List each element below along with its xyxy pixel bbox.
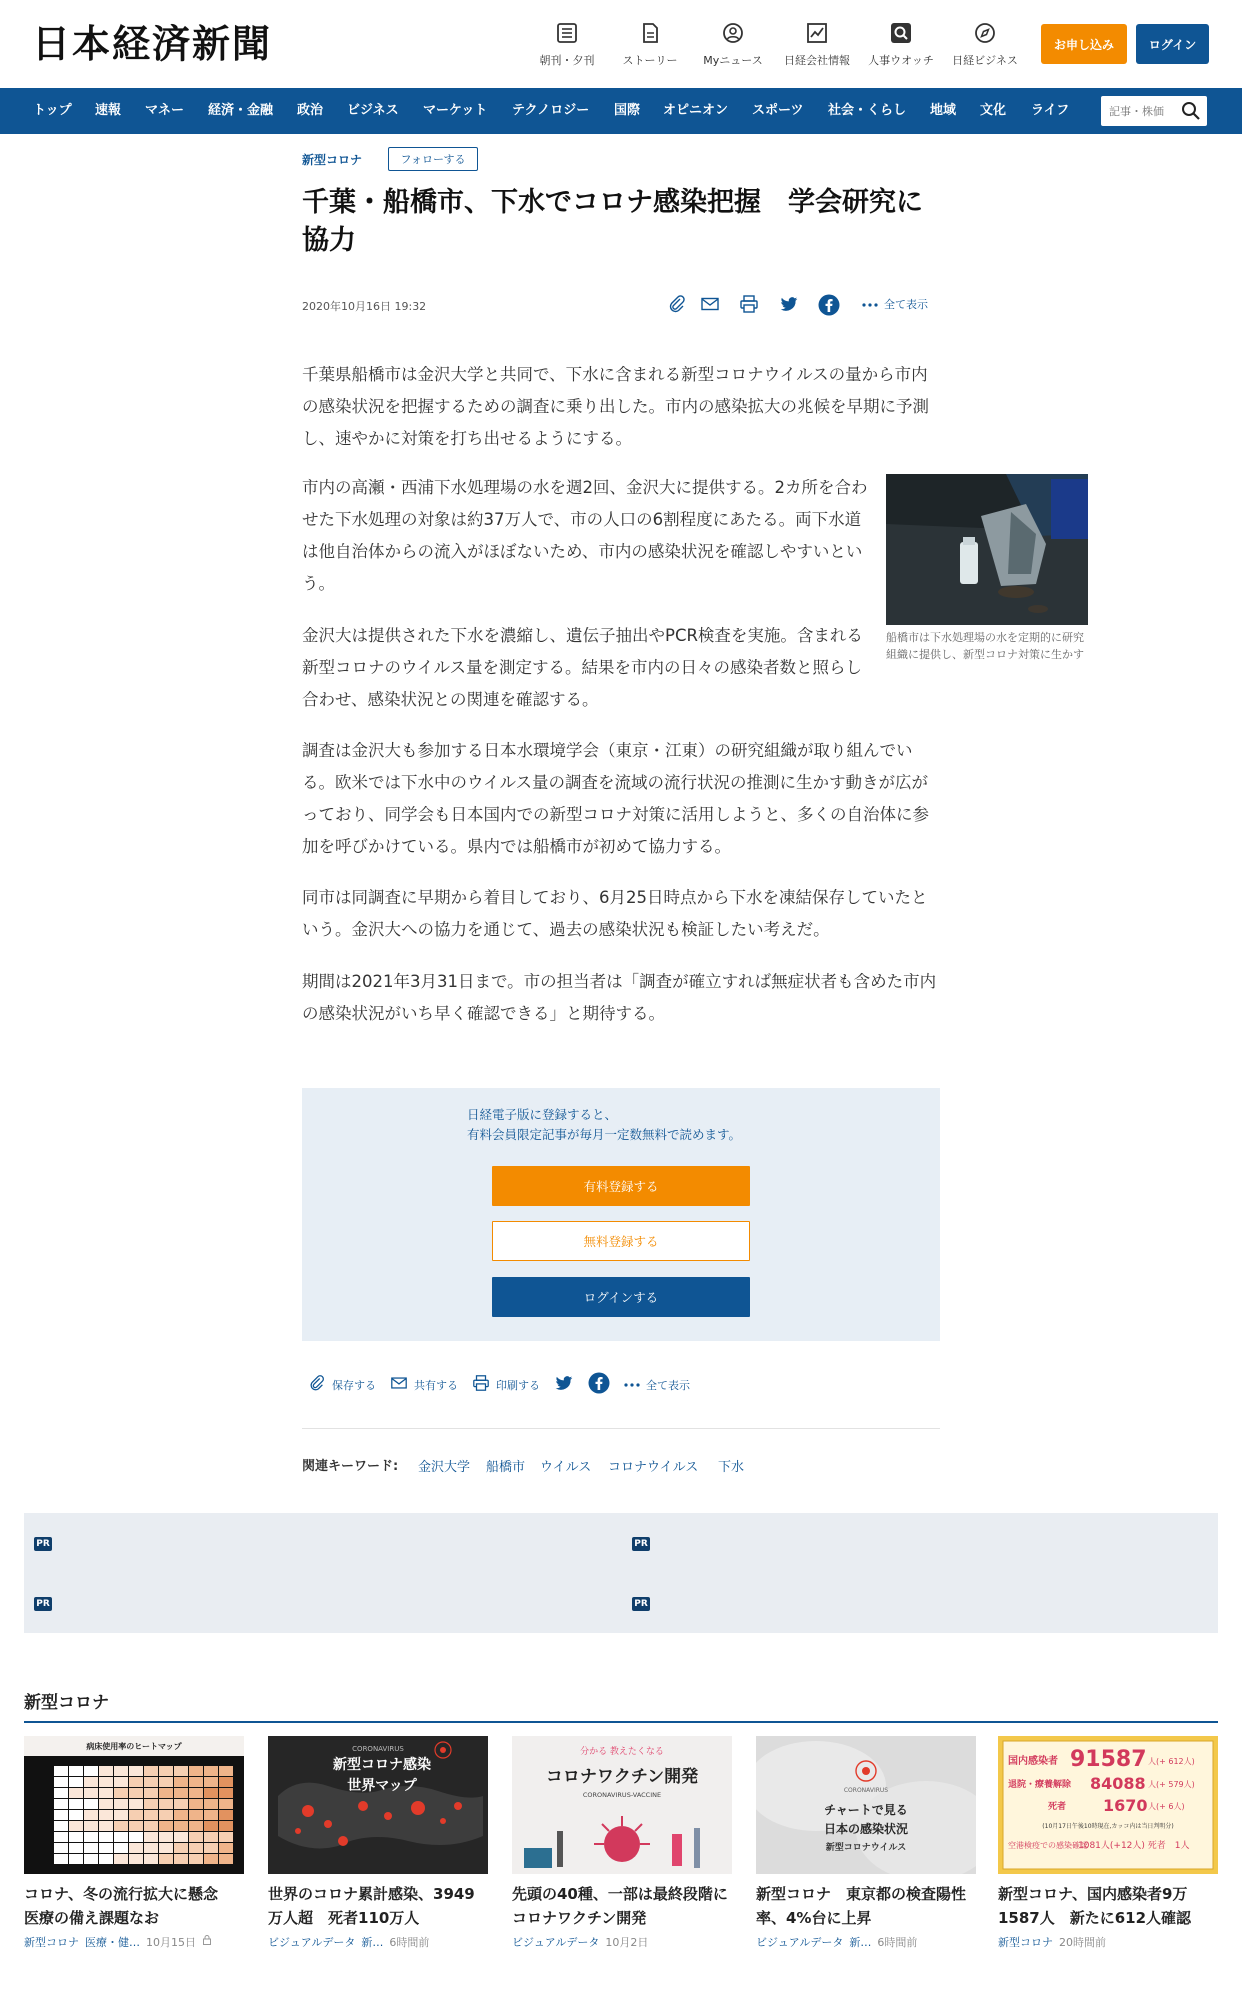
heatmap-cell (189, 1843, 203, 1853)
card-meta (268, 1934, 488, 1950)
divider (302, 1428, 940, 1429)
stat-delta: 人(+ 579人) (1148, 1780, 1195, 1789)
thumb-title: 日本の感染状況 (823, 1822, 909, 1836)
login-button[interactable]: ログインする (492, 1277, 750, 1317)
heatmap-cell (174, 1832, 188, 1842)
keywords-label: 関連キーワード: (302, 1459, 399, 1474)
card-title[interactable]: 新型コロナ、国内感染者9万1587人 新たに612人確認 (998, 1885, 1192, 1927)
category-market[interactable]: マーケット (423, 103, 488, 118)
heatmap-cell (219, 1843, 233, 1853)
mail-icon[interactable] (700, 294, 720, 318)
pr-area (24, 1513, 1218, 1633)
heatmap-cell (99, 1843, 113, 1853)
login-button[interactable]: ログイン (1136, 24, 1209, 64)
section-title: 新型コロナ (24, 1693, 109, 1713)
keyword-link[interactable]: コロナウイルス (608, 1460, 699, 1475)
print-icon (472, 1374, 490, 1395)
heatmap-cell (189, 1777, 203, 1787)
heatmap-cell (129, 1854, 143, 1864)
article-paragraph: 期間は2021年3月31日まで。市の担当者は「調査が確立すれば無症状者も含めた市内の感染状況がいち早く確認できる」と期待する。 (302, 972, 937, 1023)
heatmap-cell (159, 1821, 173, 1831)
photo-caption: 船橋市は下水処理場の水を定期的に研究組織に提供し、新型コロナ対策に生かす (886, 631, 1084, 661)
print-icon[interactable] (739, 294, 759, 318)
thumb-title: 病床使用率のヒートマップ (86, 1742, 182, 1751)
category-top[interactable]: トップ (33, 103, 72, 118)
nav-label: 朝刊・夕刊 (539, 54, 595, 67)
heatmap-cell (54, 1854, 68, 1864)
heatmap-cell (114, 1788, 128, 1798)
category-money[interactable]: マネー (145, 103, 185, 118)
thumb-title: チャートで見る (824, 1803, 908, 1817)
heatmap-cell (144, 1854, 158, 1864)
heatmap-cell (129, 1799, 143, 1809)
article-paragraph: 千葉県船橋市は金沢大学と共同で、下水に含まれる新型コロナウイルスの量から市内の感染状況を把握するための調査に乗り出した。市内の感染拡大の兆候を早期に予測し、速やかに対策を打ち出せるようにする。 (302, 365, 929, 448)
share-label: 共有する (414, 1378, 458, 1392)
heatmap-cell (204, 1843, 218, 1853)
clip-icon (308, 1374, 326, 1395)
heatmap-cell (219, 1788, 233, 1798)
heatmap-cell (189, 1766, 203, 1776)
category-technology[interactable]: テクノロジー (512, 103, 590, 118)
heatmap-cell (114, 1843, 128, 1853)
heatmap-cell (129, 1810, 143, 1820)
heatmap-cell (69, 1799, 83, 1809)
thumb-title: 新型コロナ感染 (333, 1757, 431, 1773)
keyword-link[interactable]: 下水 (718, 1460, 745, 1475)
heatmap-cell (54, 1821, 68, 1831)
share-bar (308, 1372, 704, 1397)
keyword-link[interactable]: 船橋市 (486, 1460, 526, 1475)
heatmap-cell (219, 1799, 233, 1809)
heatmap-cell (84, 1777, 98, 1787)
heatmap-cell (54, 1832, 68, 1842)
heatmap-cell (189, 1799, 203, 1809)
heatmap-cell (159, 1766, 173, 1776)
heatmap-cell (159, 1854, 173, 1864)
keyword-link[interactable]: 金沢大学 (418, 1460, 471, 1475)
heatmap-cell (189, 1788, 203, 1798)
card-thumbnail[interactable] (268, 1736, 488, 1874)
category-sports[interactable]: スポーツ (752, 103, 804, 118)
show-all-share[interactable] (862, 296, 928, 312)
pr-badge[interactable]: PR (34, 1537, 52, 1551)
pr-badge[interactable]: PR (632, 1537, 650, 1551)
heatmap-cell (114, 1810, 128, 1820)
heatmap-cell (84, 1788, 98, 1798)
heatmap-cell (159, 1832, 173, 1842)
article-photo[interactable] (886, 474, 1088, 625)
heatmap-cell (189, 1810, 203, 1820)
compass-icon (972, 20, 998, 46)
card-title[interactable]: 先頭の40種、一部は最終段階に コロナワクチン開発 (512, 1885, 743, 1927)
stat-value: 91587 (1070, 1747, 1147, 1772)
stat-value: 1081人(+12人) 死者 1人 (1078, 1841, 1190, 1851)
subscribe-button[interactable]: お申し込み (1041, 24, 1127, 64)
category-business[interactable]: ビジネス (347, 103, 399, 118)
heatmap-cell (144, 1766, 158, 1776)
stat-delta: 人(+ 612人) (1148, 1757, 1195, 1766)
heatmap-cell (189, 1821, 203, 1831)
card-meta (756, 1934, 976, 1950)
article-card[interactable] (24, 1736, 244, 1950)
heatmap-cell (174, 1810, 188, 1820)
heatmap-cell (114, 1854, 128, 1864)
heatmap-cell (84, 1854, 98, 1864)
site-logo[interactable]: 日本経済新聞 (32, 21, 273, 66)
heatmap-cell (69, 1821, 83, 1831)
facebook-icon[interactable] (818, 294, 840, 320)
print-label: 印刷する (496, 1378, 540, 1392)
heatmap-cell (69, 1854, 83, 1864)
card-time: 20時間前 (1059, 1936, 1106, 1949)
nav-label: 人事ウオッチ (868, 54, 934, 67)
thumb-title: コロナワクチン開発 (545, 1767, 699, 1787)
heatmap-cell (174, 1766, 188, 1776)
nav-label: 日経ビジネス (952, 54, 1018, 67)
card-time: 10月2日 (605, 1936, 649, 1949)
registration-message-line: 日経電子版に登録すると、 (467, 1107, 618, 1122)
card-meta (512, 1934, 732, 1950)
heatmap-cell (204, 1777, 218, 1787)
heatmap-cell (129, 1832, 143, 1842)
nav-my-news[interactable] (690, 20, 776, 68)
heatmap-cell (219, 1832, 233, 1842)
stat-value: 1670 (1103, 1796, 1148, 1815)
heatmap-cell (174, 1854, 188, 1864)
save-button[interactable] (308, 1374, 376, 1395)
registration-message-line: 有料会員限定記事が毎月一定数無料で読めます。 (467, 1127, 742, 1142)
site-header (0, 0, 1242, 88)
heatmap-cell (204, 1810, 218, 1820)
heatmap-cell (204, 1821, 218, 1831)
search-box (1101, 96, 1207, 126)
category-nav (0, 88, 1242, 134)
pr-badge[interactable]: PR (34, 1597, 52, 1611)
document-icon (637, 20, 663, 46)
heatmap-cell (129, 1843, 143, 1853)
heatmap-cell (144, 1843, 158, 1853)
heatmap-cell (144, 1777, 158, 1787)
heatmap-cell (144, 1810, 158, 1820)
heatmap-cell (114, 1777, 128, 1787)
nav-label: ストーリー (622, 54, 678, 67)
keyword-link[interactable]: ウイルス (540, 1460, 592, 1475)
article-paragraph: 金沢大は提供された下水を濃縮し、遺伝子抽出やPCR検査を実施。含まれる新型コロナのウイルス量を測定する。結果を市内の日々の感染者数と照らし合わせ、感染状況との関連を確認する。 (302, 626, 863, 709)
share-button[interactable] (390, 1374, 458, 1395)
show-all-label: 全て表示 (884, 298, 928, 311)
save-label: 保存する (332, 1378, 376, 1392)
twitter-icon (554, 1373, 574, 1396)
nav-company-info[interactable] (774, 20, 860, 68)
heatmap-cell (159, 1788, 173, 1798)
heatmap-cell (159, 1777, 173, 1787)
stat-label: 退院・療養解除 (1008, 1780, 1072, 1790)
more-dots-icon (862, 298, 878, 311)
heatmap-cell (84, 1766, 98, 1776)
card-tag[interactable]: ビジュアルデータ (268, 1936, 356, 1949)
heatmap-cell (114, 1821, 128, 1831)
card-meta (24, 1934, 244, 1950)
heatmap-cell (174, 1777, 188, 1787)
lock-icon (202, 1934, 212, 1950)
pr-badge[interactable]: PR (632, 1597, 650, 1611)
article-paragraph: 調査は金沢大も参加する日本水環境学会（東京・江東）の研究組織が取り組んでいる。欧米では下水中のウイルス量の調査を流域の流行状況の推測に生かす動きが広がっており、同学会も日本国内での新型コロナ対策に活用しようと、多くの自治体に参加を呼びかけている。県内では船橋市が初めて協力する。 (302, 741, 929, 856)
card-meta (998, 1934, 1218, 1950)
heatmap-cell (99, 1854, 113, 1864)
card-tag[interactable]: 医療・健… (85, 1936, 140, 1949)
card-time: 6時間前 (877, 1936, 918, 1949)
article-paragraph: 同市は同調査に早期から着目しており、6月25日時点から下水を凍結保存していたという。金沢大への協力を通じて、過去の感染状況も検証したい考えだ。 (302, 888, 928, 939)
clip-icon[interactable] (667, 294, 687, 318)
thumb-title: 世界マップ (347, 1778, 417, 1794)
heatmap-cell (69, 1777, 83, 1787)
topic-tag[interactable]: 新型コロナ (302, 153, 363, 167)
heatmap-cell (204, 1766, 218, 1776)
stat-value: 84088 (1090, 1774, 1146, 1793)
heatmap-cell (144, 1788, 158, 1798)
card-title[interactable]: 新型コロナ 東京都の検査陽性率、4%台に上昇 (756, 1885, 967, 1927)
nav-story[interactable] (607, 20, 693, 68)
nav-label: 日経会社情報 (784, 54, 850, 67)
heatmap-cell (159, 1799, 173, 1809)
article-card[interactable] (756, 1736, 976, 1950)
heatmap-cell (219, 1854, 233, 1864)
heatmap-cell (129, 1777, 143, 1787)
heatmap-cell (54, 1799, 68, 1809)
card-thumbnail[interactable] (756, 1736, 976, 1874)
follow-button[interactable]: フォローする (388, 147, 478, 171)
stat-label: 死者 (1048, 1802, 1067, 1812)
heatmap-cell (174, 1843, 188, 1853)
heatmap-cell (204, 1832, 218, 1842)
card-tag[interactable]: ビジュアルデータ (756, 1936, 844, 1949)
heatmap-cell (69, 1843, 83, 1853)
nav-label: Myニュース (703, 54, 763, 67)
heatmap-cell (174, 1821, 188, 1831)
heatmap-cell (69, 1788, 83, 1798)
thumb-label: CORONAVIRUS (352, 1745, 404, 1753)
registration-message (467, 1105, 741, 1145)
heatmap-cell (54, 1766, 68, 1776)
heatmap-cell (204, 1788, 218, 1798)
heatmap-cell (219, 1766, 233, 1776)
print-button[interactable] (472, 1374, 540, 1395)
stat-label: 空港検疫での感染確認 (1008, 1841, 1088, 1850)
thumb-label: 分かる 教えたくなる (580, 1747, 664, 1757)
heatmap-cell (219, 1777, 233, 1787)
stat-label: 国内感染者 (1008, 1756, 1058, 1767)
heatmap-cell (204, 1799, 218, 1809)
registration-box (302, 1088, 940, 1341)
facebook-button[interactable] (588, 1372, 610, 1397)
nav-print-edition[interactable] (524, 20, 610, 68)
heatmap-cell (84, 1832, 98, 1842)
article-date: 2020年10月16日 19:32 (302, 300, 427, 313)
heatmap-cell (99, 1810, 113, 1820)
heatmap-cell (219, 1810, 233, 1820)
heatmap-cell (84, 1821, 98, 1831)
article-card[interactable] (998, 1736, 1218, 1950)
nav-personnel-watch[interactable] (858, 20, 944, 68)
chart-icon (804, 20, 830, 46)
newspaper-icon (554, 20, 580, 46)
category-breaking[interactable]: 速報 (95, 103, 122, 118)
heatmap-cell (114, 1766, 128, 1776)
card-thumbnail[interactable] (998, 1736, 1218, 1874)
paid-register-button[interactable]: 有料登録する (492, 1166, 750, 1206)
card-thumbnail[interactable] (24, 1736, 244, 1874)
card-time: 6時間前 (389, 1936, 430, 1949)
heatmap-cell (99, 1766, 113, 1776)
heatmap-cell (174, 1788, 188, 1798)
category-opinion[interactable]: オピニオン (663, 103, 729, 118)
thumb-title: 新型コロナウイルス (825, 1843, 907, 1853)
heatmap-cell (54, 1788, 68, 1798)
heatmap-cell (159, 1810, 173, 1820)
twitter-icon[interactable] (779, 294, 799, 318)
more-dots-icon (624, 1378, 640, 1391)
heatmap-cell (69, 1810, 83, 1820)
card-tag[interactable]: 新… (849, 1936, 872, 1949)
heatmap-cell (99, 1832, 113, 1842)
heatmap-cell (159, 1843, 173, 1853)
article-title: 千葉・船橋市、下水でコロナ感染把握 学会研究に協力 (302, 187, 923, 256)
category-politics[interactable]: 政治 (297, 103, 324, 118)
heatmap-cell (174, 1799, 188, 1809)
heatmap-cell (54, 1810, 68, 1820)
card-tag[interactable]: 新型コロナ (24, 1936, 79, 1949)
search-icon (888, 20, 914, 46)
heatmap-cell (189, 1832, 203, 1842)
mail-icon (390, 1374, 408, 1395)
heatmap-cell (99, 1799, 113, 1809)
card-tag[interactable]: 新型コロナ (998, 1936, 1053, 1949)
search-input[interactable] (1101, 96, 1175, 126)
heatmap-cell (129, 1788, 143, 1798)
heatmap-cell (129, 1821, 143, 1831)
twitter-button[interactable] (554, 1373, 574, 1396)
card-title[interactable]: コロナ、冬の流行拡大に懸念 医療の備え課題なお (24, 1885, 233, 1927)
heatmap-cell (69, 1766, 83, 1776)
heatmap-cell (99, 1777, 113, 1787)
stat-delta: 人(+ 6人) (1148, 1802, 1185, 1811)
category-life[interactable]: ライフ (1031, 103, 1070, 118)
heatmap-cell (114, 1799, 128, 1809)
heatmap-cell (54, 1843, 68, 1853)
thumb-subtitle: CORONAVIRUS-VACCINE (582, 1791, 662, 1799)
heatmap-cell (99, 1821, 113, 1831)
article-card[interactable] (512, 1736, 743, 1950)
category-society[interactable]: 社会・くらし (828, 103, 907, 118)
heatmap-cell (204, 1854, 218, 1864)
heatmap-cell (219, 1821, 233, 1831)
card-tag[interactable]: 新… (361, 1936, 384, 1949)
category-economy[interactable]: 経済・金融 (208, 103, 274, 118)
card-time: 10月15日 (146, 1936, 196, 1949)
show-all-label: 全て表示 (646, 1378, 690, 1392)
heatmap-cell (99, 1788, 113, 1798)
card-tag[interactable]: ビジュアルデータ (512, 1936, 600, 1949)
card-thumbnail[interactable] (512, 1736, 732, 1874)
heatmap-cell (69, 1832, 83, 1842)
heatmap-cell (84, 1799, 98, 1809)
article-paragraph: 市内の高瀬・西浦下水処理場の水を週2回、金沢大に提供する。2カ所を合わせた下水処理の対象は約37万人で、市の人口の6割程度にあたる。両下水道は他自治体からの流入がほぼないため、市内の感染状況を確認しやすいという。 (302, 478, 868, 593)
heatmap-cell (189, 1854, 203, 1864)
user-icon (720, 20, 746, 46)
heatmap-cell (114, 1832, 128, 1842)
card-title[interactable]: 世界のコロナ累計感染、3949万人超 死者110万人 (268, 1885, 475, 1927)
heatmap-cell (144, 1821, 158, 1831)
stat-note: (10月17日午後10時現在,カッコ内は当日判明分) (1042, 1823, 1174, 1830)
category-region[interactable]: 地域 (930, 103, 957, 118)
heatmap-cell (129, 1766, 143, 1776)
category-culture[interactable]: 文化 (980, 103, 1007, 118)
category-international[interactable]: 国際 (614, 103, 641, 118)
section-divider (24, 1721, 1218, 1723)
show-all-share[interactable] (624, 1377, 690, 1393)
search-icon[interactable] (1181, 101, 1201, 125)
heatmap-cell (84, 1810, 98, 1820)
nav-nikkei-business[interactable] (942, 20, 1028, 68)
facebook-icon (588, 1372, 610, 1397)
article-card[interactable] (268, 1736, 488, 1950)
free-register-button[interactable]: 無料登録する (492, 1221, 750, 1261)
heatmap-cell (84, 1843, 98, 1853)
thumb-label: CORONAVIRUS (843, 1787, 889, 1794)
heatmap-cell (54, 1777, 68, 1787)
heatmap-cell (144, 1832, 158, 1842)
heatmap-cell (144, 1799, 158, 1809)
